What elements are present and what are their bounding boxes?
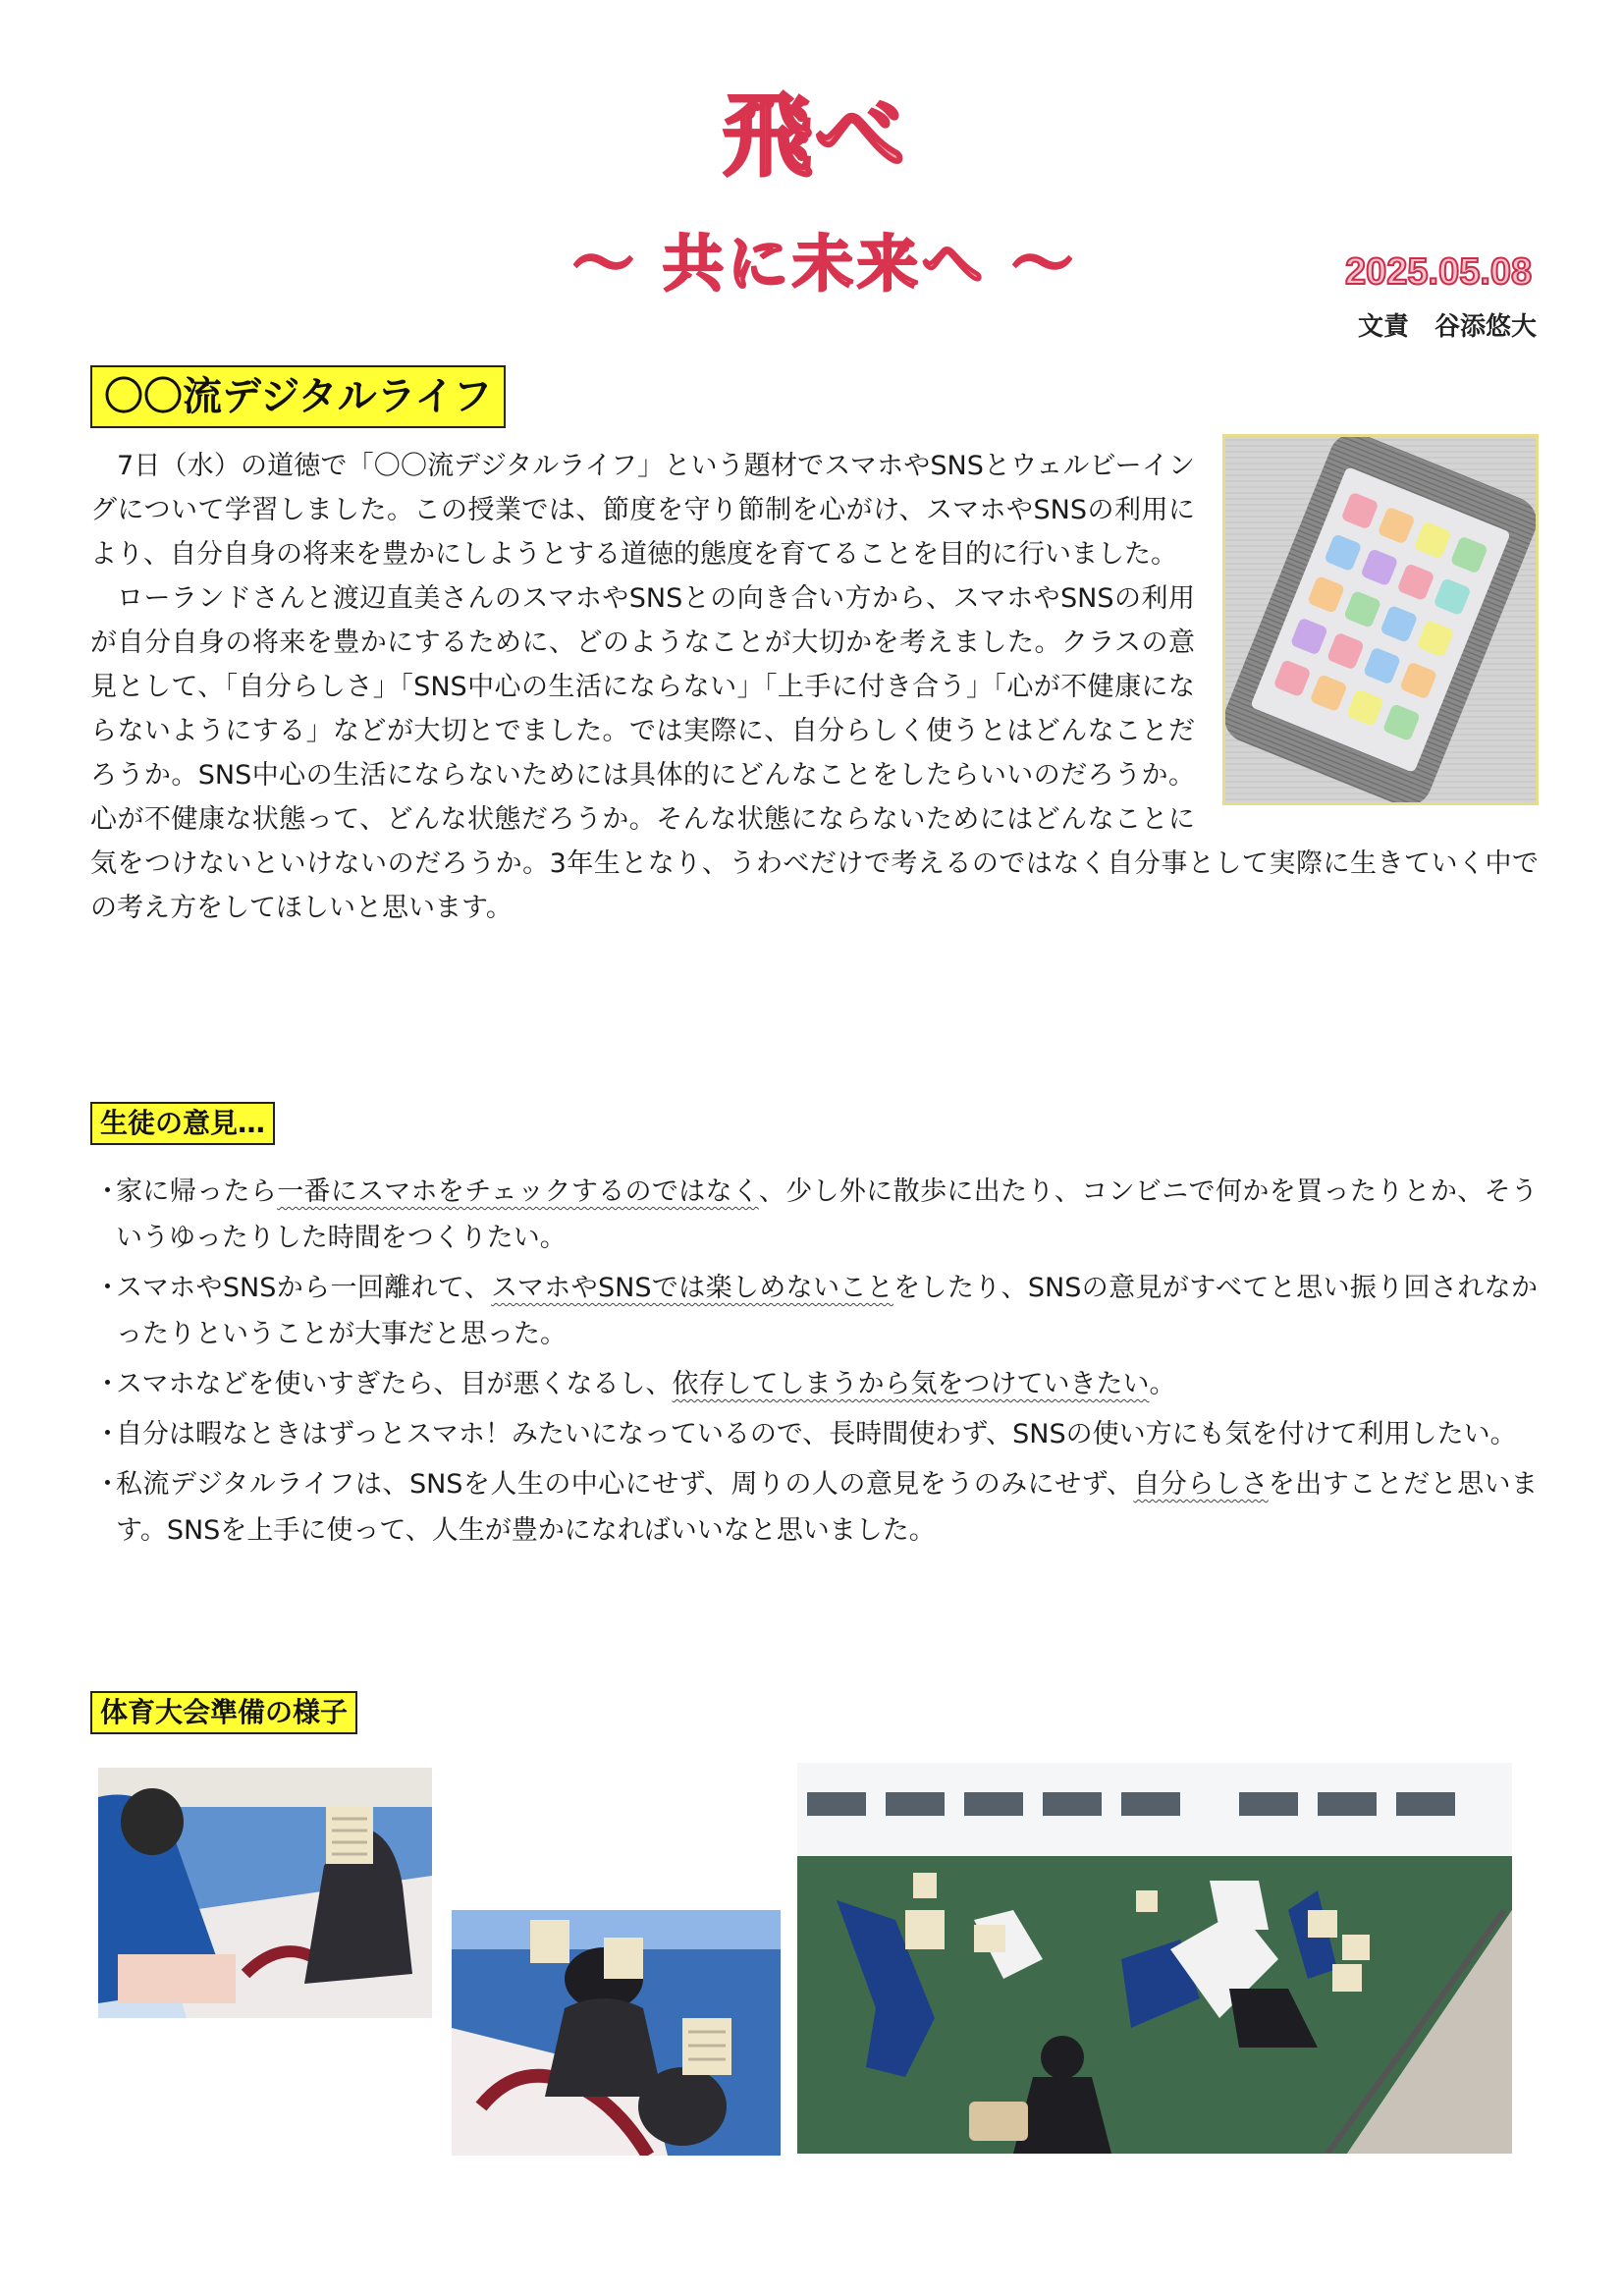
section-heading-digital-life: 〇〇流デジタルライフ	[90, 365, 506, 428]
banner-painting-photo	[98, 1768, 432, 2018]
paragraph-1: 7日（水）の道徳で「〇〇流デジタルライフ」という題材でスマホやSNSとウェルビーイングについて学習しました。この授業では、節度を守り節制を心がけ、スマホやSNSの利用により、自分自身の将来を豊かにしようとする道徳的態度を育てることを目的に行いました。	[90, 451, 1195, 570]
outdoor-stretching-photo	[797, 1763, 1512, 2154]
bullet-mark: ・	[94, 1273, 121, 1303]
article-body	[90, 444, 1539, 930]
section-heading-student-opinions: 生徒の意見…	[90, 1102, 275, 1145]
opinion-item: ・ 私流デジタルライフは、SNSを人生の中心にせず、周りの人の意見をうのみにせず、自分らしさを出すことだと思います。SNSを上手に使って、人生が豊かになればいいなと思いました。	[94, 1461, 1538, 1554]
paragraph-2: ローランドさんと渡辺直美さんのスマホやSNSとの向き合い方から、スマホやSNSの利用が自分自身の将来を豊かにするために、どのようなことが大切かを考えました。クラスの意見として、「自分らしさ」「SNS中心の生活にならない」「上手に付き合う」「心が不健康にならないようにする」などが大切とでました。では実際に、自分らしく使うとはどんなことだろうか。SNS中心の生活にならないためには具体的にどんなことをしたらいいのだろうか。心が不健康な状態って、どんな状態だろうか。そんな状態にならないためにはどんなことに気をつけないといけないのだろうか。3年生となり、うわべだけで考えるのではなく自分事として実際に生きていく中での考え方をしてほしいと思います。	[90, 583, 1539, 923]
smartphone-illustration	[1222, 434, 1539, 805]
author-credit: 文責 谷添悠大	[1357, 312, 1537, 342]
banner-painting-photo	[452, 1910, 781, 2156]
bullet-mark: ・	[94, 1369, 121, 1399]
opinion-list	[94, 1169, 1538, 1558]
opinion-item: ・ 家に帰ったら一番にスマホをチェックするのではなく、少し外に散歩に出たり、コンビニで何かを買ったりとか、そういうゆったりした時間をつくりたい。	[94, 1169, 1538, 1261]
bullet-mark: ・	[94, 1419, 121, 1449]
opinion-item: ・ 自分は暇なときはずっとスマホ！みたいになっているので、長時間使わず、SNSの使い方にも気を付けて利用したい。	[94, 1411, 1538, 1457]
page-title: 飛べ	[722, 82, 907, 189]
opinion-item: ・ スマホなどを使いすぎたら、目が悪くなるし、依存してしまうから気をつけていきたい。	[94, 1361, 1538, 1407]
opinion-item: ・ スマホやSNSから一回離れて、スマホやSNSでは楽しめないことをしたり、SNSの意見がすべてと思い振り回されなかったりということが大事だと思った。	[94, 1265, 1538, 1357]
issue-date: 2025.05.08	[1345, 251, 1533, 293]
page-subtitle: 〜 共に未来へ 〜	[572, 228, 1077, 300]
bullet-mark: ・	[94, 1176, 121, 1207]
bullet-mark: ・	[94, 1469, 121, 1500]
section-heading-sports-day: 体育大会準備の様子	[90, 1691, 357, 1734]
